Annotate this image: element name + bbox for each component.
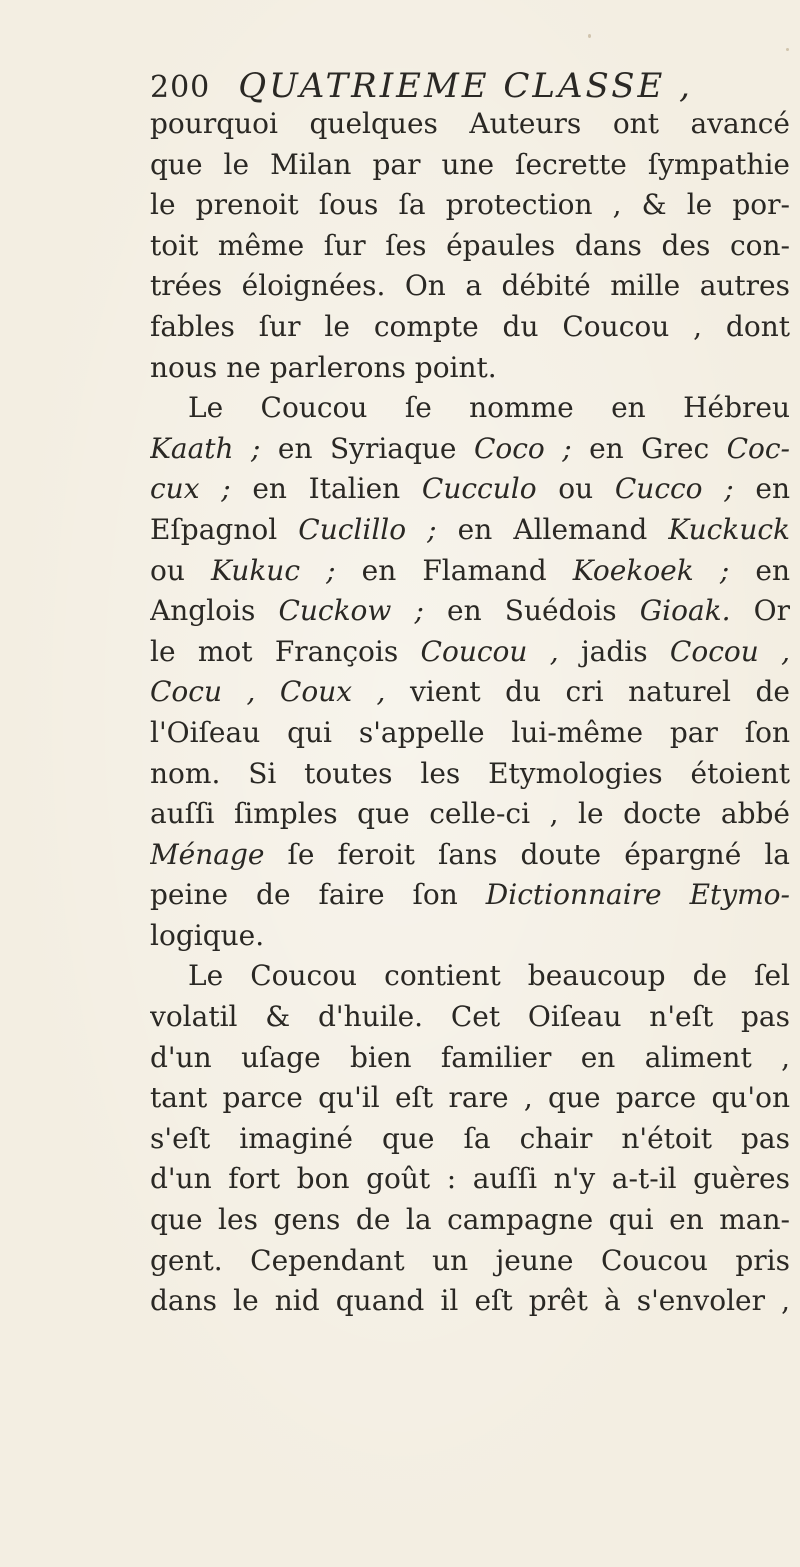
italic-word: Dictionnaire Etymo- [485,878,790,912]
text-line: gent. Cependant un jeune Coucou pris [150,1243,790,1277]
text-line: volatil & d'huile. Cet Oiſeau n'eſt pas [150,1000,790,1034]
text-segment: en Italien [230,472,422,506]
text-segment: en Suédois [423,594,640,628]
text-segment: en [729,553,790,587]
italic-word: Cuclillo ; [298,512,437,546]
running-head: QUATRIEME CLASSE , [238,66,693,106]
text-line: s'eſt imaginé que ſa chair n'étoit pas [150,1121,790,1155]
italic-word: Cucco ; [614,472,734,506]
text-segment: jadis [558,634,670,668]
text-line [150,835,790,876]
text-line: que le Milan par une ſecrette ſympathie [150,147,790,181]
text-line [150,551,790,592]
italic-word: Kuckuck [668,512,790,546]
text-segment: en Allemand [436,512,669,546]
text-line [150,591,790,632]
text-segment: Eſpagnol [150,512,299,546]
text-line: logique. [150,918,265,952]
text-line [150,875,790,916]
text-line [150,632,790,673]
text-segment: en Syriaque [260,431,474,465]
italic-word: Coucou , [420,634,559,668]
text-segment: ou [150,553,211,587]
text-segment: en Grec [571,431,727,465]
text-line: nous ne parlerons point. [150,350,497,384]
text-line: auſſi ſimples que celle-ci , le docte abbé [150,797,790,831]
italic-word: Cuckow ; [278,594,424,628]
text-line: Le Coucou contient beaucoup de ſel [188,959,790,993]
italic-word: Cocu , Coux , [150,675,386,709]
text-line [150,469,790,510]
text-segment: Anglois [150,594,279,628]
text-line: trées éloignées. On a débité mille autres [150,269,790,303]
text-segment: vient du cri naturel de [385,675,790,709]
text-line [150,672,790,713]
italic-word: Coc- [726,431,790,465]
italic-word: Ménage [150,837,265,871]
text-line: fables ſur le compte du Coucou , dont [150,309,790,343]
text-segment: en [733,472,790,506]
text-segment: ou [536,472,615,506]
text-segment: le mot François [150,634,421,668]
text-segment: ſe feroit ſans doute épargné la [264,837,790,871]
text-line: d'un uſage bien familier en aliment , [150,1040,790,1074]
paper-speck [786,48,789,51]
page-number: 200 [150,70,211,105]
italic-word: Kukuc ; [211,553,336,587]
body-text [150,104,790,1322]
text-line: que les gens de la campagne qui en man- [150,1203,790,1237]
text-segment: peine de faire ſon [150,878,486,912]
italic-word: Koekoek ; [572,553,730,587]
text-segment: Or [730,594,790,628]
italic-word: Cocou , [669,634,790,668]
text-line: Le Coucou ſe nomme en Hébreu [188,391,790,425]
text-line: tant parce qu'il eſt rare , que parce qu'on [150,1081,790,1115]
text-line [150,510,790,551]
text-line: dans le nid quand il eſt prêt à s'envoler , [150,1284,790,1318]
italic-word: Cucculo [421,472,537,506]
text-line: d'un fort bon goût : auſſi n'y a-t-il guères [150,1162,790,1196]
text-line: pourquoi quelques Auteurs ont avancé [150,107,790,140]
italic-word: Gioak. [639,594,731,628]
text-line: toit même ſur ſes épaules dans des con- [150,228,790,262]
italic-word: Coco ; [473,431,572,465]
text-line: l'Oiſeau qui s'appelle lui-même par ſon [150,715,790,749]
italic-word: cux ; [150,472,231,506]
text-line [150,429,790,470]
paper-speck [588,34,591,38]
text-segment: en Flamand [335,553,573,587]
text-line: nom. Si toutes les Etymologies étoient [150,756,790,790]
italic-word: Kaath ; [150,431,261,465]
text-line: le prenoit ſous ſa protection , & le por- [150,188,790,222]
